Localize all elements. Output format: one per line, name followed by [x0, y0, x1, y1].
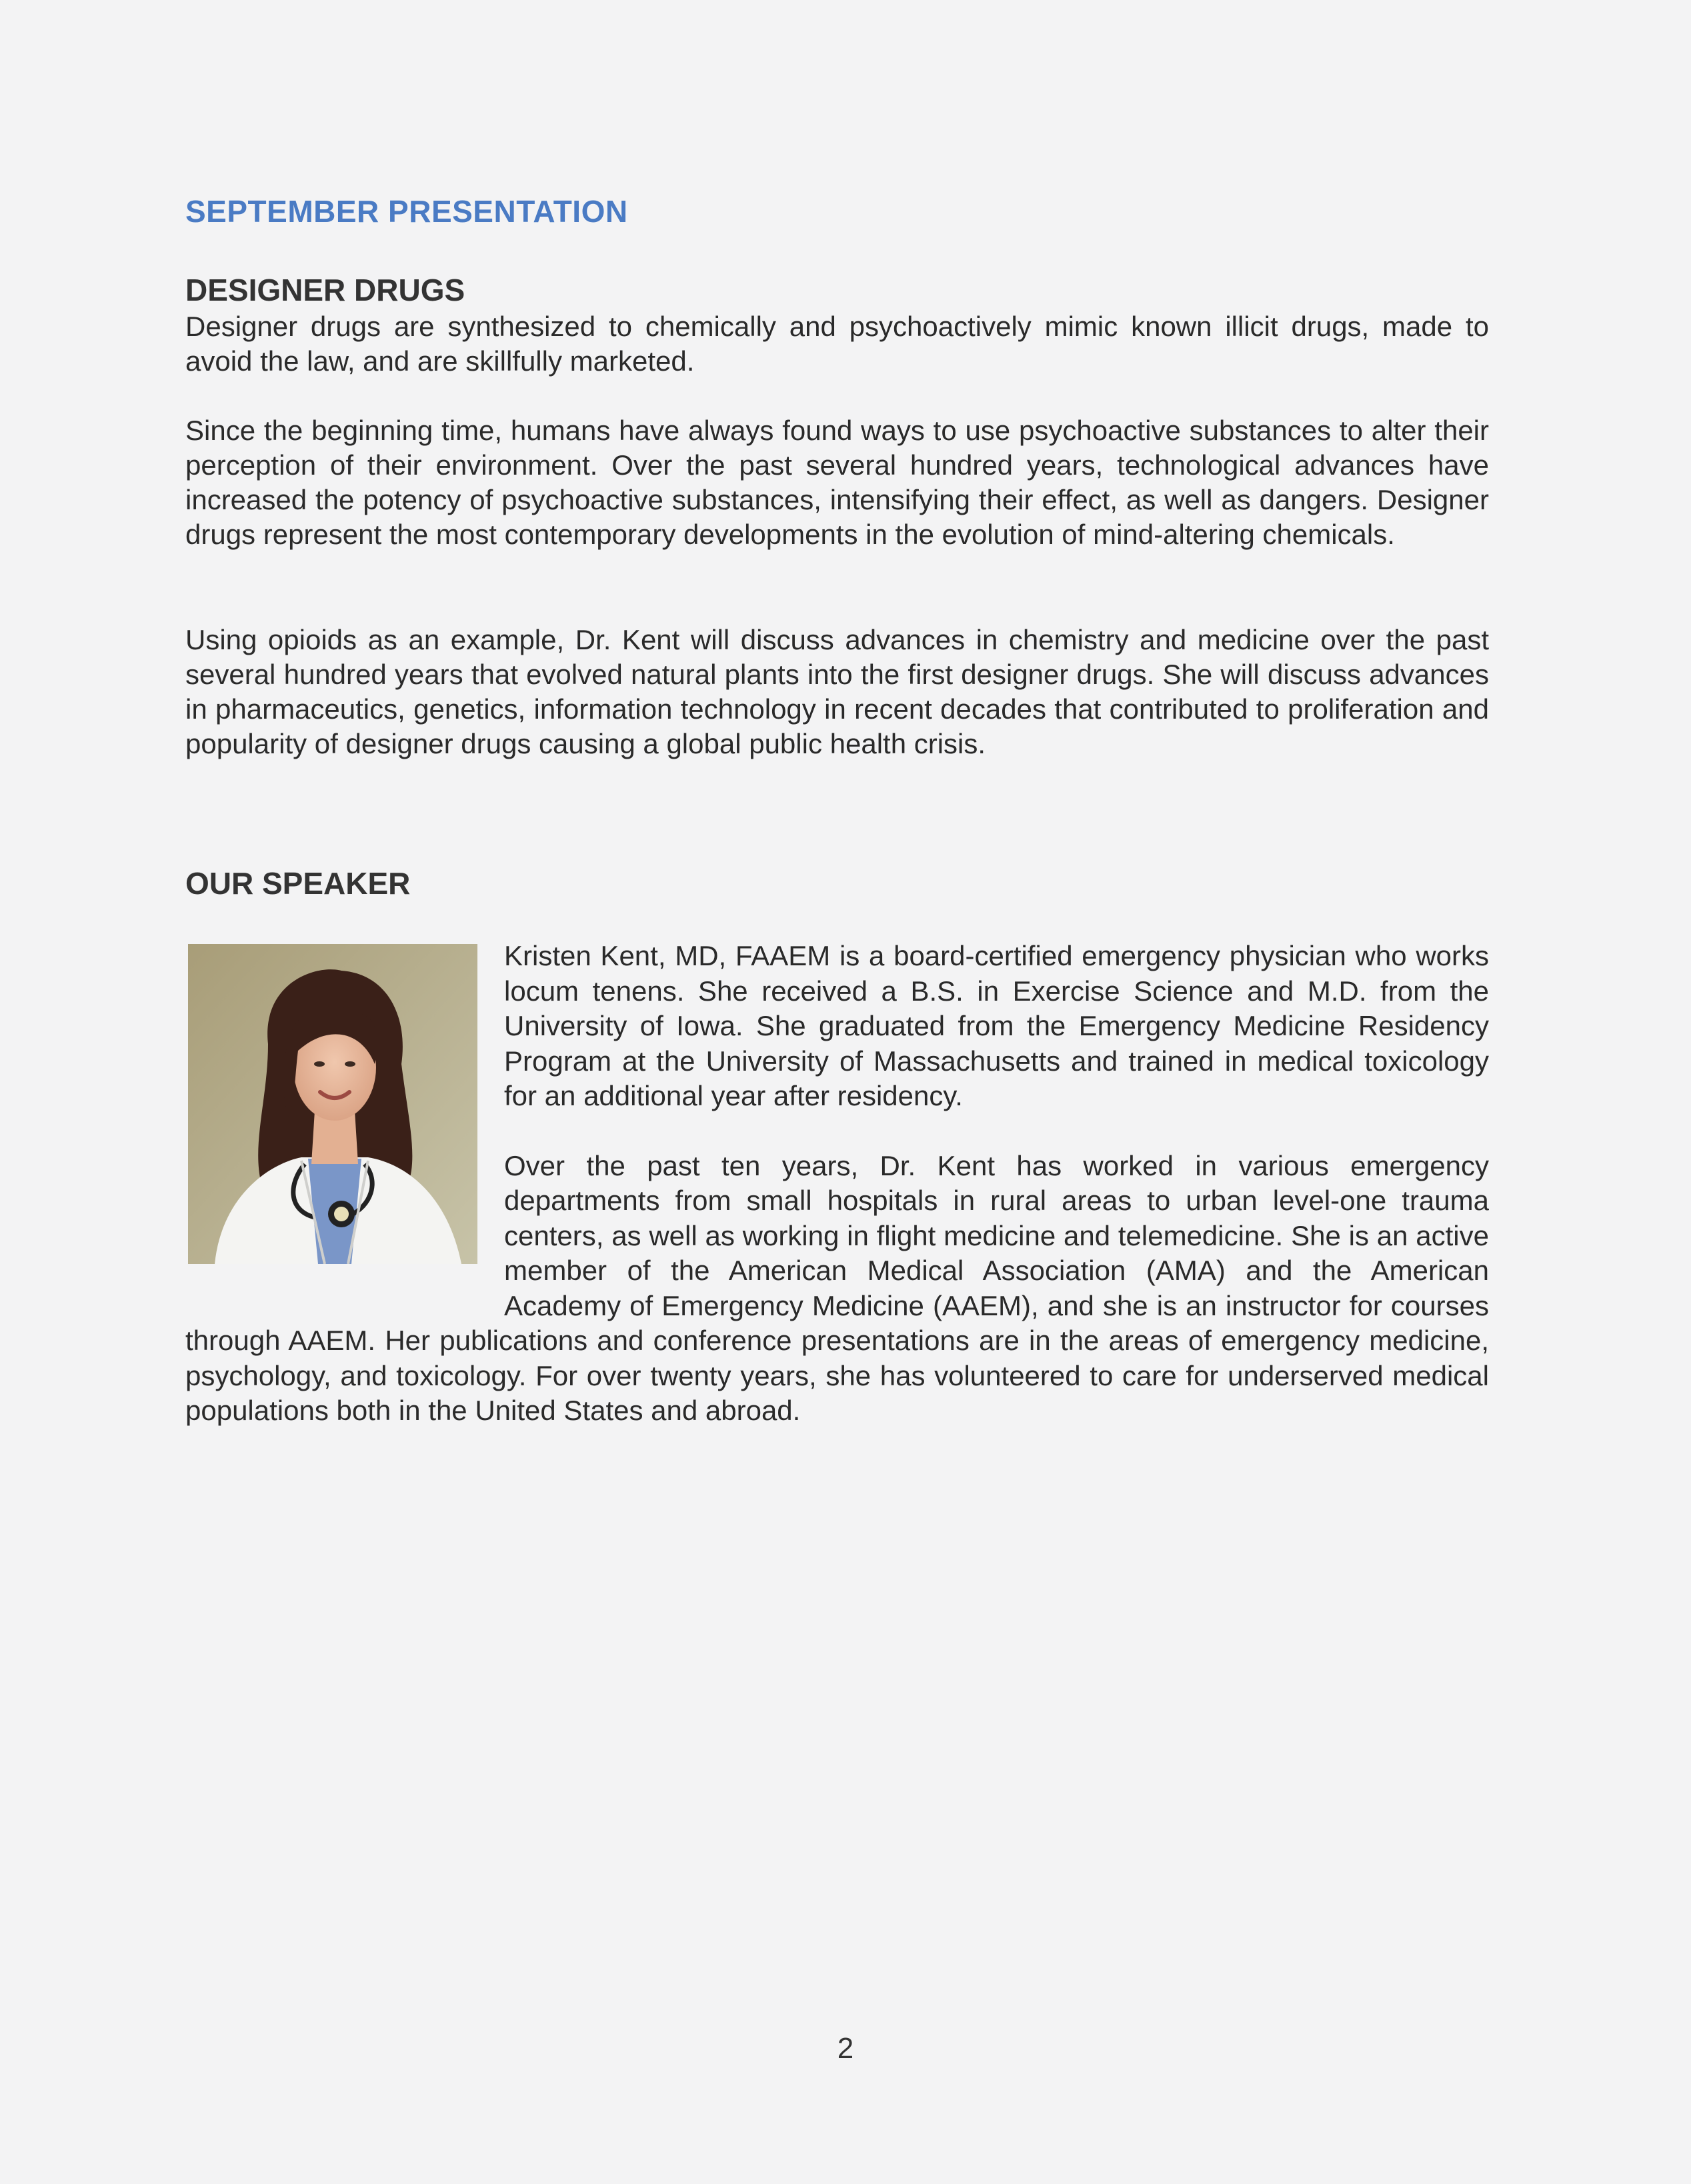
topic-heading: DESIGNER DRUGS [185, 273, 465, 307]
topic-paragraph-1: Designer drugs are synthesized to chemically and psychoactively mimic known illicit drugs, made to avoid the law, and are skillfully marketed. [185, 311, 1489, 377]
topic-paragraph-3: Using opioids as an example, Dr. Kent will discuss advances in chemistry and medicine over the past several hundred years that evolved natural plants into the first designer drugs. She will discuss advances in pharmaceutics, genetics, information technology in recent decades that contributed to proliferation and popularity of designer drugs causing a global public health crisis. [185, 624, 1489, 759]
topic-paragraph-2: Since the beginning time, humans have always found ways to use psychoactive substances to alter their perception of their environment. Over the past several hundred years, technological advances have increased the potency of psychoactive substances, intensifying their effect, as well as dangers. Designer drugs represent the most contemporary developments in the evolution of mind-altering chemicals. [185, 415, 1489, 550]
section-label: SEPTEMBER PRESENTATION [185, 194, 628, 229]
speaker-bio-paragraph-1: Kristen Kent, MD, FAAEM is a board-certified emergency physician who works locum tenens. She received a B.S. in Exercise Science and M.D. from the University of Iowa. She graduated from the Emergency Medicine Residency Program at the University of Massachusetts and trained in medical toxicology for an additional year after residency. [504, 940, 1489, 1111]
page-number: 2 [837, 2032, 854, 2065]
speaker-bio-paragraph-2: Over the past ten years, Dr. Kent has worked in various emergency departments from small hospitals in rural areas to urban level-one trauma centers, as well as working in flight medicine and telemedicine. She is an active member of the American Medical Association (AMA) and the American Academy of Emergency Medicine (AAEM), and she is an instructor for courses through AAEM. Her publications and conference presentations are in the areas of emergency medicine, psychology, and toxicology. For over twenty years, she has volunteered to care for underserved medical populations both in the United States and abroad. [185, 1149, 1489, 1426]
speaker-heading: OUR SPEAKER [185, 866, 411, 901]
speaker-photo [188, 944, 477, 1264]
page-content [185, 193, 1489, 1426]
